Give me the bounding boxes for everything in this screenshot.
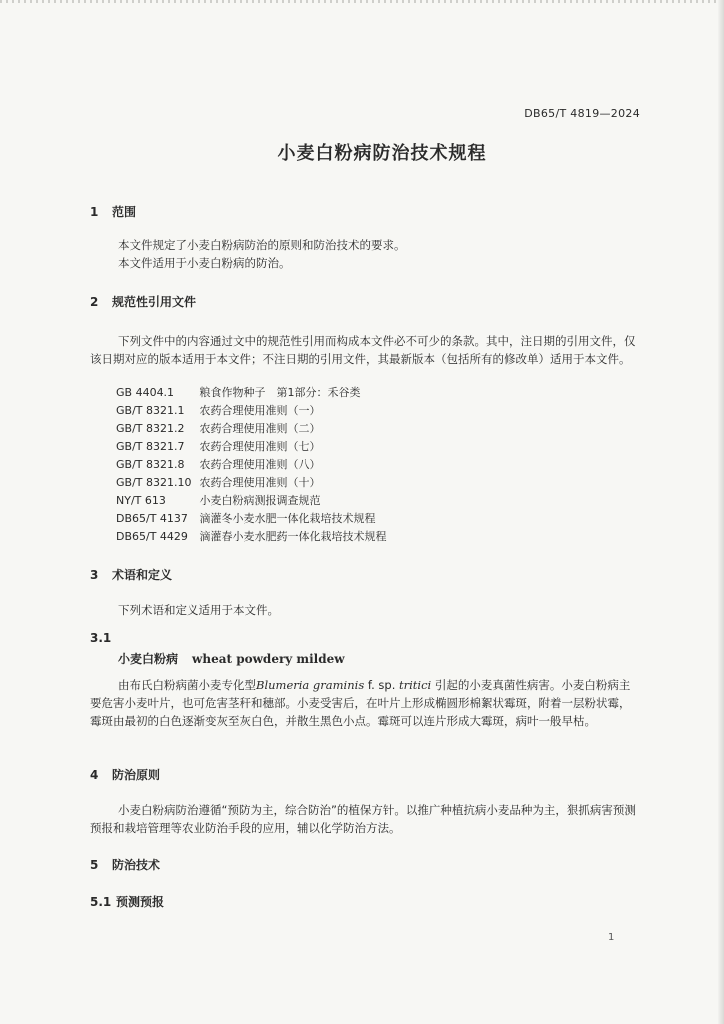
scan-edge-top [0, 0, 724, 3]
term-definition [90, 676, 640, 730]
scope-line-1: 本文件规定了小麦白粉病防治的原则和防治技术的要求。 [118, 238, 406, 252]
reference-name: 农药合理使用准则（八） [199, 458, 321, 471]
reference-code: DB65/T 4429 [116, 530, 188, 543]
term-entry [118, 650, 345, 667]
section-1-body [118, 236, 638, 272]
section-number: 3 [90, 568, 99, 582]
reference-code: GB 4404.1 [116, 386, 175, 399]
reference-code: DB65/T 4137 [116, 512, 188, 525]
page-number: 1 [608, 932, 615, 943]
reference-item [116, 474, 387, 492]
reference-item [116, 492, 387, 510]
reference-item [116, 438, 387, 456]
term-number: 3.1 [90, 631, 112, 645]
reference-name: 农药合理使用准则（二） [199, 422, 321, 435]
section-5-heading [90, 856, 160, 873]
reference-name: 小麦白粉病测报调查规范 [199, 494, 321, 507]
term-chinese: 小麦白粉病 [118, 652, 179, 666]
reference-name: 粮食作物种子 第1部分：禾谷类 [199, 386, 361, 399]
reference-code: GB/T 8321.7 [116, 440, 185, 453]
reference-name: 农药合理使用准则（七） [199, 440, 321, 453]
section-5-1-heading [90, 893, 164, 910]
reference-code: GB/T 8321.8 [116, 458, 185, 471]
reference-item [116, 528, 387, 546]
reference-list [116, 384, 387, 546]
section-number: 5 [90, 858, 99, 872]
latin-forma-specialis: tritici [399, 678, 432, 692]
section-number: 4 [90, 768, 99, 782]
section-title: 范围 [112, 205, 137, 219]
reference-code: GB/T 8321.10 [116, 476, 192, 489]
reference-name: 滴灌冬小麦水肥一体化栽培技术规程 [199, 512, 376, 525]
reference-item [116, 402, 387, 420]
standard-number: DB65/T 4819—2024 [524, 107, 640, 120]
reference-item [116, 384, 387, 402]
reference-item [116, 510, 387, 528]
terms-intro: 下列术语和定义适用于本文件。 [118, 603, 279, 617]
term-english: wheat powdery mildew [192, 652, 345, 666]
section-title: 规范性引用文件 [112, 295, 197, 309]
section-number: 2 [90, 295, 99, 309]
section-number: 1 [90, 205, 99, 219]
subsection-number: 5.1 [90, 895, 112, 909]
definition-body: 引起的小麦真菌性病害。小麦白粉病主要危害小麦叶片，也可危害茎秆和穗部。小麦受害后，在叶片上形成椭圆形棉絮状霉斑，附着一层粉状霉，霉斑由最初的白色逐渐变灰至灰白色，并散生黑色小点。霉斑可以连片形成大霉斑，病叶一般早枯。 [90, 678, 631, 728]
subsection-title: 预测预报 [116, 895, 165, 909]
section-4-heading [90, 766, 160, 783]
scope-line-2: 本文件适用于小麦白粉病的防治。 [118, 256, 291, 270]
section-title: 防治原则 [112, 768, 161, 782]
section-3-heading [90, 566, 172, 583]
reference-name: 农药合理使用准则（十） [199, 476, 321, 489]
reference-code: GB/T 8321.2 [116, 422, 185, 435]
document-title: 小麦白粉病防治技术规程 [277, 143, 487, 164]
definition-prefix: 由布氏白粉病菌小麦专化型 [118, 678, 256, 692]
latin-forma: f. sp. [364, 678, 399, 692]
latin-genus-species: Blumeria graminis [256, 678, 365, 692]
reference-item [116, 420, 387, 438]
normative-refs-intro: 下列文件中的内容通过文中的规范性引用而构成本文件必不可少的条款。其中，注日期的引用文件，仅该日期对应的版本适用于本文件；不注日期的引用文件，其最新版本（包括所有的修改单）适用于本文件。 [90, 334, 636, 366]
section-2-heading [90, 293, 196, 310]
reference-code: GB/T 8321.1 [116, 404, 185, 417]
principles-body: 小麦白粉病防治遵循“预防为主，综合防治”的植保方针。以推广种植抗病小麦品种为主，狠抓病害预测预报和栽培管理等农业防治手段的应用，辅以化学防治方法。 [90, 803, 636, 835]
section-title: 术语和定义 [112, 568, 173, 582]
reference-item [116, 456, 387, 474]
reference-name: 农药合理使用准则（一） [199, 404, 321, 417]
section-1-heading [90, 203, 136, 220]
section-title: 防治技术 [112, 858, 161, 872]
reference-code: NY/T 613 [116, 494, 166, 507]
reference-name: 滴灌春小麦水肥药一体化栽培技术规程 [199, 530, 387, 543]
